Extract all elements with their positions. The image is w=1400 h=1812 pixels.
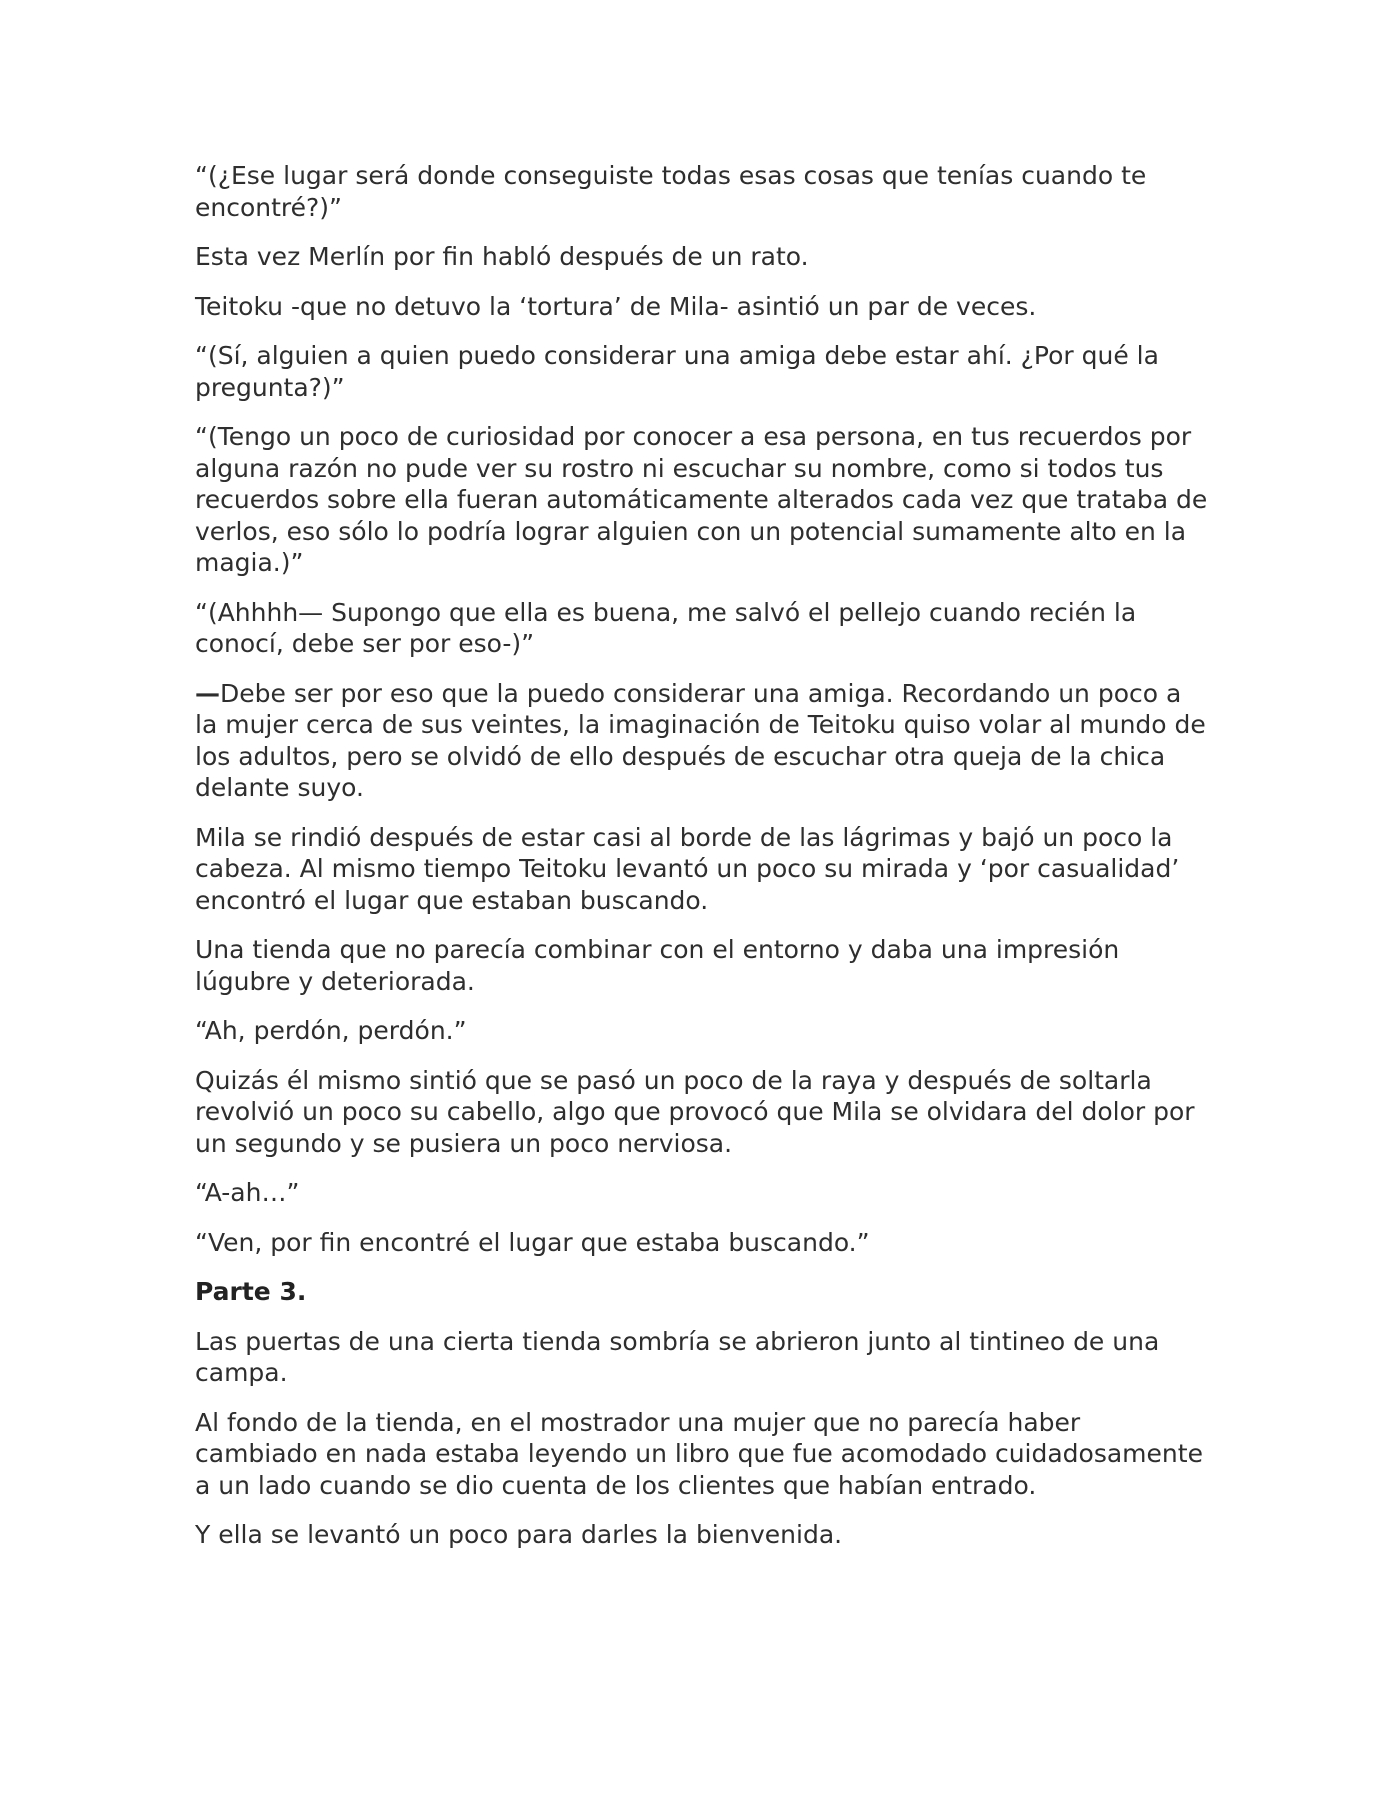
paragraph: “(Sí, alguien a quien puedo considerar una amiga debe estar ahí. ¿Por qué la pregunta?)” [195, 341, 1159, 402]
paragraph: Una tienda que no parecía combinar con el entorno y daba una impresión lúgubre y deteriorada. [195, 935, 1120, 996]
paragraph: Mila se rindió después de estar casi al borde de las lágrimas y bajó un poco la cabeza. Al mismo tiempo Teitoku levantó un poco su mirada y ‘por casualidad’ encontró el lugar que estaban buscando. [195, 822, 1180, 915]
paragraph: “A-ah…” [195, 1178, 300, 1207]
paragraph: Esta vez Merlín por fin habló después de un rato. [195, 242, 809, 271]
paragraph: “(Ahhhh— Supongo que ella es buena, me salvó el pellejo cuando recién la conocí, debe ser por eso-)” [195, 597, 1137, 658]
paragraph: “Ven, por fin encontré el lugar que estaba buscando.” [195, 1227, 870, 1257]
paragraph: “(Tengo un poco de curiosidad por conocer a esa persona, en tus recuerdos por alguna razón no pude ver su rostro ni escuchar su nombre, como si todos tus recuerdos sobre ella fueran automáticamente alterados cada vez que trataba de verlos, eso sólo lo podría lograr alguien con un potencial sumamente alto en la magia.)” [195, 422, 1208, 577]
paragraph: Las puertas de una cierta tienda sombría se abrieron junto al tintineo de una campa. [195, 1326, 1160, 1387]
document-page [195, 160, 1210, 1569]
paragraph: “Ah, perdón, perdón.” [195, 1016, 467, 1045]
section-heading: Parte 3. [195, 1277, 307, 1306]
paragraph: Quizás él mismo sintió que se pasó un poco de la raya y después de soltarla revolvió un poco su cabello, algo que provocó que Mila se olvidara del dolor por un segundo y se pusiera un poco nerviosa. [195, 1065, 1195, 1158]
paragraph: Al fondo de la tienda, en el mostrador una mujer que no parecía haber cambiado en nada estaba leyendo un libro que fue acomodado cuidadosamente a un lado cuando se dio cuenta de los clientes que habían entrado. [195, 1407, 1203, 1500]
em-dash: — [195, 678, 220, 708]
paragraph: “(¿Ese lugar será donde conseguiste todas esas cosas que tenías cuando te encontré?)” [195, 161, 1147, 222]
paragraph: Teitoku -que no detuvo la ‘tortura’ de Mila- asintió un par de veces. [195, 291, 1037, 321]
paragraph-text: Debe ser por eso que la puedo considerar una amiga. Recordando un poco a la mujer cerca de sus veintes, la imaginación de Teitoku quiso volar al mundo de los adultos, pero se olvidó de ello después de escuchar otra queja de la chica delante suyo. [195, 678, 1206, 802]
dialogue-dash-paragraph [195, 678, 1210, 804]
paragraph: Y ella se levantó un poco para darles la bienvenida. [195, 1520, 843, 1549]
